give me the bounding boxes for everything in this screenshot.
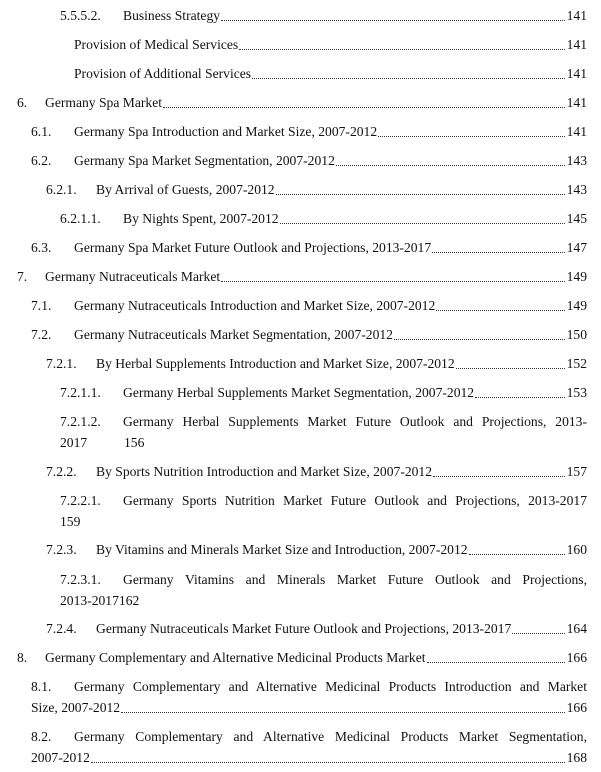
toc-entry-number: 6. [17, 95, 28, 110]
toc-entry-number: 8. [17, 650, 28, 665]
toc-entry-number: 8.2. [31, 729, 52, 744]
toc-entry-number: 5.5.5.2. [60, 8, 101, 23]
toc-entry[interactable] [17, 94, 587, 111]
toc-entry[interactable] [60, 210, 587, 227]
toc-entry-page: 141 [566, 124, 587, 139]
toc-entry-line [31, 678, 587, 695]
toc-entry-number: 6.2.1. [46, 182, 77, 197]
toc-entry[interactable] [74, 65, 587, 82]
dot-leader [475, 397, 565, 398]
toc-entry-number: 7.2. [31, 327, 52, 342]
toc-entry[interactable] [31, 152, 587, 169]
toc-entry-page: 166 [566, 700, 587, 715]
toc-entry[interactable] [31, 326, 587, 343]
toc-entry[interactable] [46, 355, 587, 372]
dot-leader [239, 49, 564, 50]
toc-entry-title: By Vitamins and Minerals Market Size and Introduction, 2007-2012 [96, 542, 468, 557]
toc-entry-number: 7.2.1. [46, 356, 77, 371]
toc-entry-line [31, 728, 587, 745]
dot-leader [276, 194, 565, 195]
toc-entry[interactable] [60, 492, 587, 530]
toc-entry-number: 7.1. [31, 298, 52, 313]
toc-entry-title: Business Strategy [123, 8, 221, 23]
toc-entry-page: 141 [566, 37, 587, 52]
toc-entry[interactable] [31, 678, 587, 716]
toc-entry[interactable] [31, 297, 587, 314]
toc-entry-number: 7. [17, 269, 28, 284]
toc-entry-title: By Herbal Supplements Introduction and Market Size, 2007-2012 [96, 356, 455, 371]
dot-leader [378, 136, 564, 137]
toc-entry[interactable] [46, 541, 587, 558]
toc-entry-title: By Nights Spent, 2007-2012 [123, 211, 279, 226]
toc-entry[interactable] [60, 413, 587, 451]
toc-entry-line [60, 513, 587, 530]
toc-entry-line [60, 571, 587, 588]
toc-entry-line [60, 413, 587, 430]
toc-entry[interactable] [17, 268, 587, 285]
toc-entry-page: 164 [566, 621, 587, 636]
toc-entry[interactable] [31, 239, 587, 256]
toc-entry-title: Germany Nutraceuticals Market Segmentation, 2007-2012 [74, 327, 393, 342]
toc-entry-page: 147 [566, 240, 587, 255]
dot-leader [163, 107, 565, 108]
dot-leader [433, 476, 565, 477]
toc-entry-page: 141 [566, 95, 587, 110]
toc-entry-page: 166 [566, 650, 587, 665]
dot-leader [221, 281, 564, 282]
toc-entry-page: 143 [566, 182, 587, 197]
toc-entry-title: Germany Spa Market [45, 95, 163, 110]
toc-entry-title-continued: 2007-2012 [31, 750, 90, 765]
toc-entry-number: 7.2.3. [46, 542, 77, 557]
dot-leader [252, 78, 565, 79]
toc-entry[interactable] [74, 36, 587, 53]
dot-leader [456, 368, 565, 369]
toc-entry-title: Germany Spa Market Future Outlook and Projections, 2013-2017 [74, 240, 432, 255]
toc-entry-page: 149 [566, 269, 587, 284]
toc-entry[interactable] [46, 620, 587, 637]
toc-entry-title: By Arrival of Guests, 2007-2012 [96, 182, 275, 197]
toc-entry-number: 6.1. [31, 124, 52, 139]
dot-leader [427, 662, 565, 663]
toc-entry-line [60, 592, 587, 609]
toc-entry-number: 8.1. [31, 679, 52, 694]
toc-entry-page: 153 [566, 385, 587, 400]
dot-leader [336, 165, 565, 166]
toc-entry[interactable] [46, 463, 587, 480]
toc-entry-title-continued: 2017 [60, 435, 88, 450]
toc-entry-number: 7.2.1.1. [60, 385, 101, 400]
toc-entry-page: 168 [566, 750, 587, 765]
toc-entry-title: Germany Vitamins and Minerals Market Future Outlook and Projections, [123, 572, 587, 587]
toc-entry-title: Germany Spa Introduction and Market Size, 2007-2012 [74, 124, 378, 139]
toc-entry-title: Germany Complementary and Alternative Medicinal Products Introduction and Market [74, 679, 587, 694]
toc-entry-page: 160 [566, 542, 587, 557]
toc-entry[interactable] [60, 384, 587, 401]
dot-leader [394, 339, 565, 340]
dot-leader [91, 762, 565, 763]
toc-entry-title: Germany Complementary and Alternative Medicinal Products Market [45, 650, 426, 665]
toc-entry-page: 143 [566, 153, 587, 168]
toc-entry-number: 6.2.1.1. [60, 211, 101, 226]
toc-entry-number: 7.2.3.1. [60, 572, 101, 587]
dot-leader [121, 712, 565, 713]
toc-entry-number: 7.2.2.1. [60, 493, 101, 508]
toc-entry-title: Provision of Additional Services [74, 66, 252, 81]
toc-entry[interactable] [31, 728, 587, 766]
toc-entry-page: 152 [566, 356, 587, 371]
toc-entry-number: 7.2.1.2. [60, 414, 101, 429]
toc-entry[interactable] [46, 181, 587, 198]
toc-entry-page: 149 [566, 298, 587, 313]
toc-entry-page: 145 [566, 211, 587, 226]
toc-entry-title: Germany Nutraceuticals Market [45, 269, 221, 284]
toc-entry-title-continued: 2013-2017 [60, 593, 119, 608]
dot-leader [280, 223, 565, 224]
toc-entry-page: 159 [60, 514, 81, 529]
toc-entry-page: 141 [566, 66, 587, 81]
dot-leader [432, 252, 564, 253]
dot-leader [436, 310, 564, 311]
toc-entry-line [60, 492, 587, 509]
toc-entry-title: Germany Spa Market Segmentation, 2007-2012 [74, 153, 335, 168]
toc-entry-line [31, 699, 587, 716]
toc-entry-title: Germany Nutraceuticals Introduction and Market Size, 2007-2012 [74, 298, 436, 313]
dot-leader [512, 633, 564, 634]
toc-entry[interactable] [60, 571, 587, 609]
toc-entry[interactable] [31, 123, 587, 140]
toc-entry-title: Germany Complementary and Alternative Medicinal Products Market Segmentation, [74, 729, 587, 744]
toc-entry-page: 150 [566, 327, 587, 342]
toc-entry-title: Germany Herbal Supplements Market Future Outlook and Projections, 2013- [123, 414, 587, 429]
toc-entry-number: 6.2. [31, 153, 52, 168]
toc-entry-title: By Sports Nutrition Introduction and Market Size, 2007-2012 [96, 464, 433, 479]
toc-entry[interactable] [17, 649, 587, 666]
toc-entry-number: 7.2.2. [46, 464, 77, 479]
toc-entry-number: 6.3. [31, 240, 52, 255]
dot-leader [221, 20, 565, 21]
toc-entry-title: Germany Nutraceuticals Market Future Outlook and Projections, 2013-2017 [96, 621, 512, 636]
toc-entry-page: 141 [566, 8, 587, 23]
toc-entry-title: Provision of Medical Services [74, 37, 239, 52]
toc-entry-page: 156 [124, 435, 145, 450]
toc-entry-page: 162 [118, 593, 140, 608]
toc-entry-title-continued: Size, 2007-2012 [31, 700, 121, 715]
toc-entry-page: 157 [566, 464, 587, 479]
toc-entry-line [31, 749, 587, 766]
toc-entry-title: Germany Sports Nutrition Market Future Outlook and Projections, 2013-2017 [123, 493, 587, 508]
toc-entry-title: Germany Herbal Supplements Market Segmentation, 2007-2012 [123, 385, 475, 400]
toc-entry-line [60, 434, 587, 451]
toc-entry-number: 7.2.4. [46, 621, 77, 636]
toc-entry[interactable] [60, 7, 587, 24]
dot-leader [469, 554, 565, 555]
